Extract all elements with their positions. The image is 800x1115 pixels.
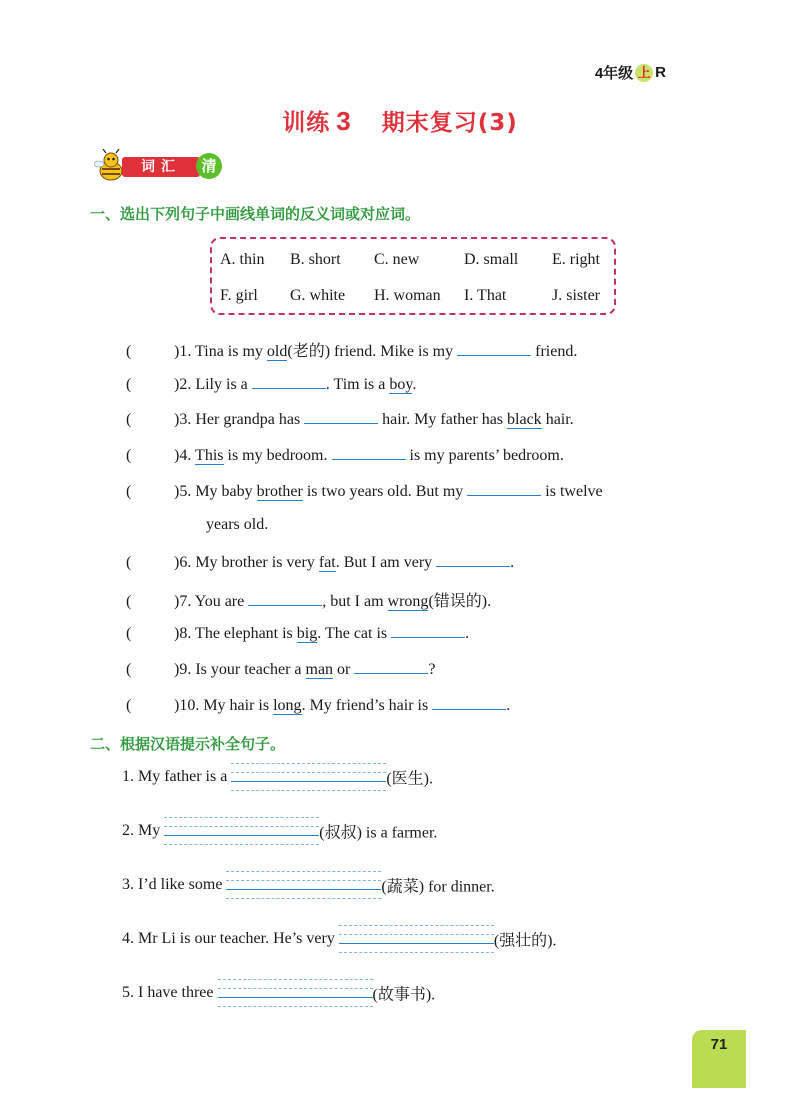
guide-line (231, 790, 386, 791)
part2-heading: 二、根据汉语提示补全句子。 (90, 735, 286, 753)
underlined-word: long (273, 697, 302, 714)
grade-label (595, 62, 666, 83)
sentence-4 (122, 920, 557, 958)
sentence-text: (蔬菜) for dinner. (381, 878, 495, 896)
underlined-word: boy (389, 376, 413, 393)
underlined-word: fat (318, 554, 336, 571)
sentence-text: . (510, 554, 515, 571)
answer-blank[interactable] (436, 552, 510, 567)
part1-heading: 一、选出下列句子中画线单词的反义词或对应词。 (90, 205, 421, 223)
title-topic: 期末复习(3) (381, 110, 518, 136)
underlined-word: old (266, 343, 288, 360)
title-number: 3 (336, 106, 352, 136)
sentence-text: is my parents’ bedroom. (405, 447, 564, 464)
sentence-text: or (333, 661, 355, 678)
guide-line (231, 781, 386, 782)
sentence-text: . (506, 697, 511, 714)
guide-line (231, 763, 386, 764)
question-3 (126, 409, 574, 429)
sentence-5 (122, 974, 435, 1012)
sentence-text: , but I am (322, 593, 388, 610)
sentence-text: )6. My brother is very (174, 554, 319, 571)
sentence-text: )10. My hair is (174, 697, 274, 714)
question-10 (126, 695, 510, 715)
word-bank-box (210, 237, 616, 315)
sentence-3 (122, 866, 495, 904)
sentence-text: 4. Mr Li is our teacher. He’s very (122, 930, 339, 947)
answer-paren[interactable]: ( (126, 447, 132, 464)
sentence-text: . Tim is a (325, 376, 390, 393)
answer-paren[interactable]: ( (126, 593, 132, 610)
sentence-text: )4. (174, 447, 196, 464)
vocab-tag (94, 149, 224, 183)
sentence-text: . The cat is (317, 625, 392, 642)
sentence-text: . (412, 376, 417, 393)
answer-blank[interactable] (252, 374, 326, 389)
sentence-text: )9. Is your teacher a (174, 661, 306, 678)
sentence-text: (医生). (386, 770, 433, 788)
sentence-text: (老的) friend. Mike is my (287, 343, 458, 360)
answer-paren[interactable]: ( (126, 411, 132, 428)
question-4 (126, 445, 564, 465)
guide-line (231, 772, 386, 773)
underlined-word: man (305, 661, 334, 678)
grade-suffix: R (655, 64, 666, 81)
sentence-text: is my bedroom. (223, 447, 332, 464)
guide-line (339, 952, 494, 953)
guide-line (164, 817, 319, 818)
guide-line (226, 880, 381, 881)
option-i: I. That (464, 287, 507, 304)
sentence-1 (122, 758, 433, 796)
option-b: B. short (290, 251, 341, 268)
option-f: F. girl (220, 287, 258, 304)
underlined-word: big (296, 625, 318, 642)
writing-lines[interactable] (164, 812, 319, 850)
writing-lines[interactable] (226, 866, 381, 904)
underlined-word: wrong (387, 593, 429, 610)
vocab-end-badge: 清 (196, 153, 222, 179)
option-c: C. new (374, 251, 420, 268)
sentence-text: )7. You are (174, 593, 249, 610)
question-7 (126, 588, 491, 611)
guide-line (164, 826, 319, 827)
guide-line (226, 889, 381, 890)
sentence-text: is two years old. But my (302, 483, 468, 500)
question-9 (126, 659, 435, 679)
writing-lines[interactable] (339, 920, 494, 958)
sentence-text: (强壮的). (493, 932, 557, 950)
sentence-text: hair. (541, 411, 574, 428)
guide-line (226, 898, 381, 899)
sentence-text: friend. (531, 343, 578, 360)
option-h: H. woman (374, 287, 441, 304)
underlined-word: This (195, 447, 224, 464)
guide-line (164, 844, 319, 845)
question-8 (126, 623, 469, 643)
option-d: D. small (464, 251, 519, 268)
answer-blank[interactable] (304, 409, 378, 424)
underlined-word: brother (256, 483, 303, 500)
guide-line (218, 979, 373, 980)
sentence-text: )5. My baby (174, 483, 257, 500)
sentence-2 (122, 812, 437, 850)
option-j: J. sister (552, 287, 600, 304)
answer-blank[interactable] (467, 481, 541, 496)
sentence-text: . But I am very (335, 554, 437, 571)
answer-blank[interactable] (354, 659, 428, 674)
sentence-text: )1. Tina is my (174, 343, 267, 360)
sentence-text: ? (428, 661, 436, 678)
answer-blank[interactable] (332, 445, 406, 460)
answer-paren[interactable]: ( (126, 697, 132, 714)
answer-blank[interactable] (457, 341, 531, 356)
sentence-text: . (465, 625, 470, 642)
answer-blank[interactable] (248, 591, 322, 606)
page-title (0, 104, 800, 137)
sentence-text: 2. My (122, 822, 165, 839)
answer-paren[interactable]: ( (126, 376, 132, 393)
writing-lines[interactable] (231, 758, 386, 796)
guide-line (339, 943, 494, 944)
answer-blank[interactable] (391, 623, 465, 638)
grade-prefix: 4年级 (594, 65, 634, 82)
option-g: G. white (290, 287, 346, 304)
sentence-text: . My friend’s hair is (301, 697, 433, 714)
option-e: E. right (552, 251, 600, 268)
question-1 (126, 338, 577, 361)
grade-mark: 上 (635, 64, 653, 82)
underlined-word: black (507, 411, 542, 428)
question-5 (126, 481, 603, 501)
guide-line (164, 835, 319, 836)
sentence-text: 5. I have three (122, 984, 218, 1001)
answer-paren[interactable]: ( (126, 625, 132, 642)
sentence-text: 3. I’d like some (122, 876, 227, 893)
guide-line (218, 997, 373, 998)
guide-line (218, 1006, 373, 1007)
vocab-label: 词汇 (122, 157, 200, 177)
page-number: 71 (692, 1030, 746, 1088)
question-5-continued: years old. (206, 516, 269, 533)
title-label: 训练 (282, 110, 331, 136)
sentence-text: hair. My father has (378, 411, 508, 428)
sentence-text: )8. The elephant is (174, 625, 297, 642)
sentence-text: 1. My father is a (122, 768, 232, 785)
answer-paren[interactable]: ( (126, 343, 132, 360)
sentence-text: )2. Lily is a (174, 376, 252, 393)
answer-paren[interactable]: ( (126, 661, 132, 678)
guide-line (339, 934, 494, 935)
question-6 (126, 552, 514, 572)
question-2 (126, 374, 416, 394)
sentence-text: is twelve (541, 483, 603, 500)
guide-line (226, 871, 381, 872)
guide-line (218, 988, 373, 989)
sentence-text: (故事书). (372, 986, 436, 1004)
answer-paren[interactable]: ( (126, 483, 132, 500)
sentence-text: )3. Her grandpa has (174, 411, 305, 428)
answer-paren[interactable]: ( (126, 554, 132, 571)
writing-lines[interactable] (218, 974, 373, 1012)
sentence-text: (叔叔) is a farmer. (319, 824, 438, 842)
option-a: A. thin (220, 251, 265, 268)
guide-line (339, 925, 494, 926)
answer-blank[interactable] (432, 695, 506, 710)
sentence-text: (错误的). (428, 593, 492, 610)
